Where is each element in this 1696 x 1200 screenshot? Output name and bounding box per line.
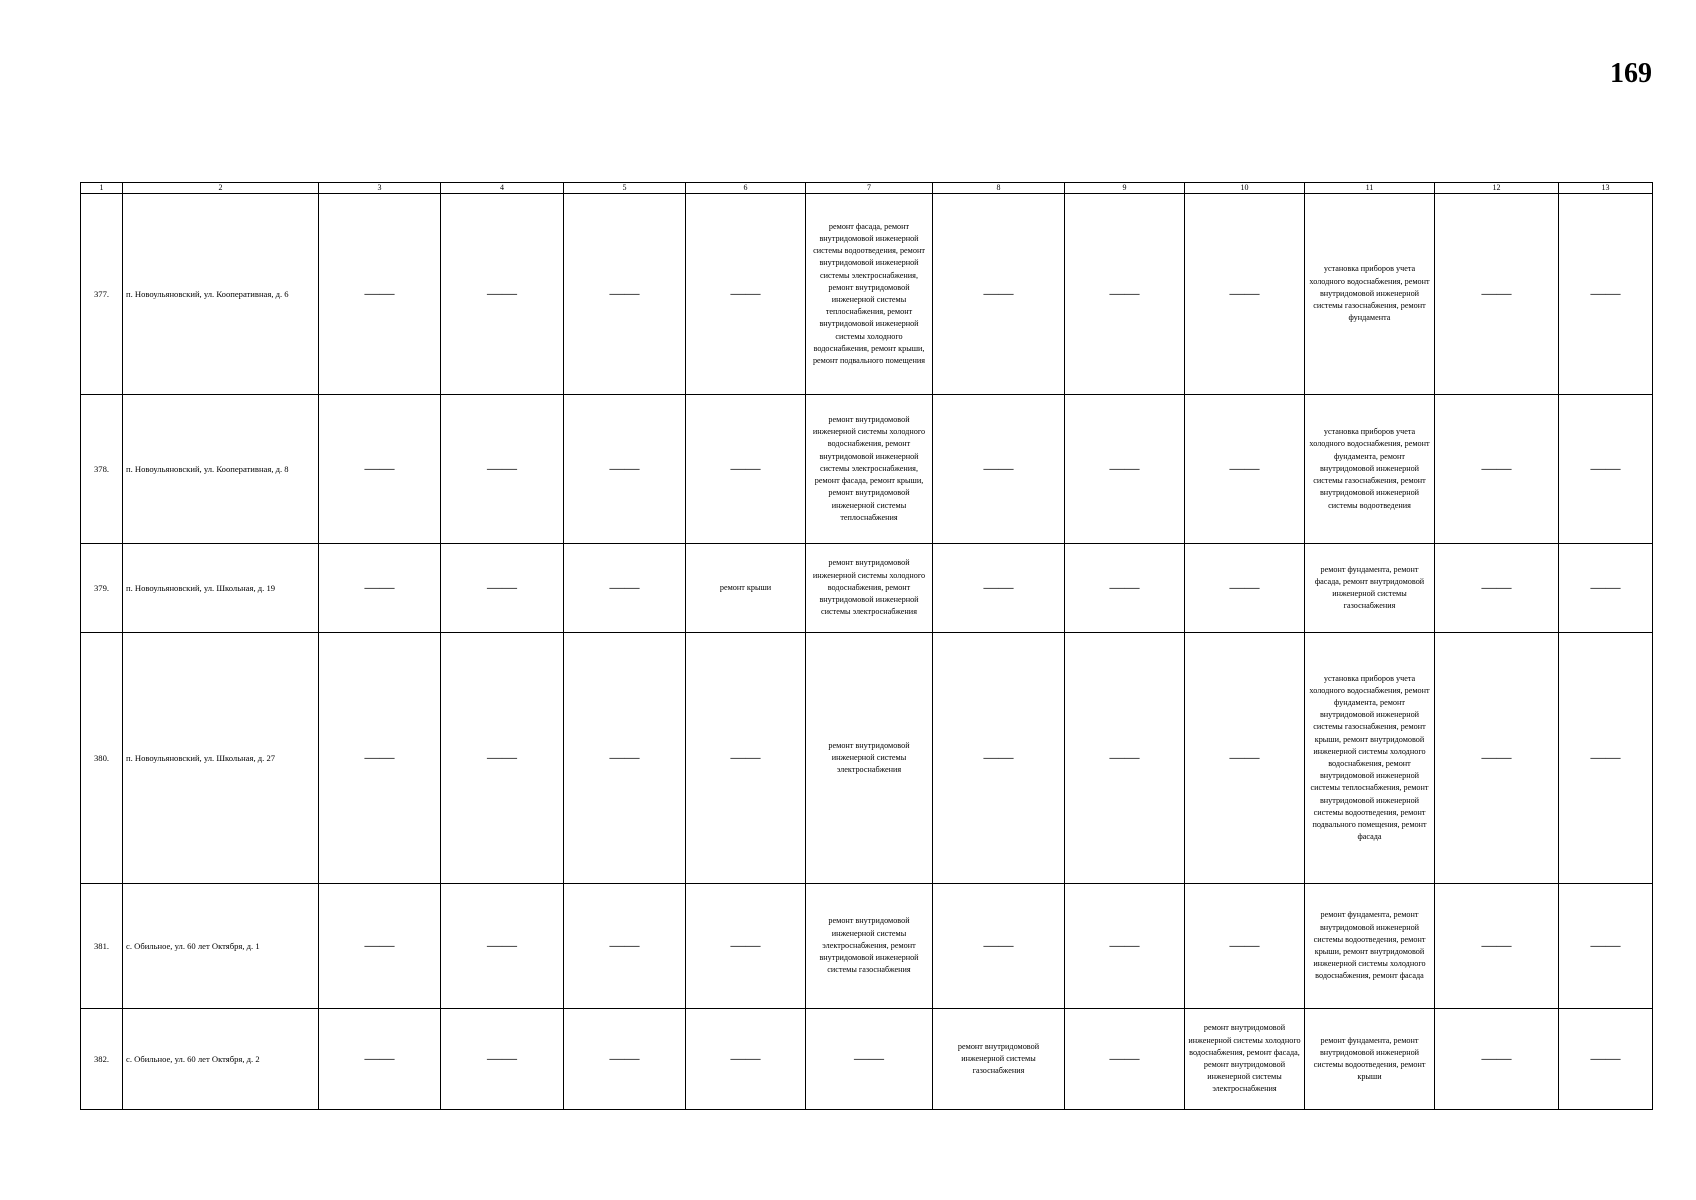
dash-mark: —— <box>609 749 640 766</box>
dash-mark: —— <box>730 749 761 766</box>
dash-mark: —— <box>1109 460 1140 477</box>
works-cell-col7: ремонт внутридомовой инженерной системы электроснабжения <box>806 633 933 884</box>
empty-cell <box>441 194 564 395</box>
empty-cell <box>319 544 441 633</box>
dash-mark: —— <box>487 1050 517 1067</box>
dash-mark: —— <box>1229 937 1260 954</box>
row-number: 378. <box>81 395 123 544</box>
empty-cell <box>1435 395 1559 544</box>
empty-cell <box>1065 633 1185 884</box>
empty-cell <box>686 884 806 1009</box>
works-cell-col11: ремонт фундамента, ремонт фасада, ремонт внутридомовой инженерной системы газоснабжения <box>1305 544 1435 633</box>
empty-cell <box>1065 544 1185 633</box>
column-header: 10 <box>1185 183 1305 194</box>
page-number: 169 <box>1610 58 1652 89</box>
column-header: 2 <box>123 183 319 194</box>
empty-cell <box>1065 1009 1185 1110</box>
column-header: 1 <box>81 183 123 194</box>
dash-mark: —— <box>983 460 1014 477</box>
address-cell: п. Новоульяновский, ул. Школьная, д. 19 <box>123 544 319 633</box>
empty-cell <box>564 395 686 544</box>
works-cell-col11: установка приборов учета холодного водоснабжения, ремонт внутридомовой инженерной системы газоснабжения, ремонт фундамента <box>1305 194 1435 395</box>
empty-cell <box>933 395 1065 544</box>
column-header: 13 <box>1559 183 1653 194</box>
dash-mark: —— <box>1109 937 1140 954</box>
column-header: 3 <box>319 183 441 194</box>
column-header: 7 <box>806 183 933 194</box>
dash-mark: —— <box>1590 460 1621 477</box>
dash-mark: —— <box>1481 1050 1512 1067</box>
empty-cell <box>1559 884 1653 1009</box>
dash-mark: —— <box>730 285 761 302</box>
table-row <box>81 194 1653 395</box>
empty-cell <box>1185 884 1305 1009</box>
empty-cell <box>1435 544 1559 633</box>
dash-mark: —— <box>1590 749 1621 766</box>
works-cell-col7: ремонт внутридомовой инженерной системы электроснабжения, ремонт внутридомовой инженерной системы газоснабжения <box>806 884 933 1009</box>
dash-mark: —— <box>609 937 640 954</box>
empty-cell <box>806 1009 933 1110</box>
dash-mark: —— <box>487 749 517 766</box>
dash-mark: —— <box>1590 579 1621 596</box>
table-row <box>81 1009 1653 1110</box>
dash-mark: —— <box>983 937 1014 954</box>
table-row <box>81 395 1653 544</box>
empty-cell <box>441 544 564 633</box>
empty-cell <box>319 194 441 395</box>
dash-mark: —— <box>364 1050 395 1067</box>
dash-mark: —— <box>609 579 640 596</box>
empty-cell <box>441 395 564 544</box>
dash-mark: —— <box>364 937 395 954</box>
column-header: 4 <box>441 183 564 194</box>
address-cell: с. Обильное, ул. 60 лет Октября, д. 1 <box>123 884 319 1009</box>
dash-mark: —— <box>364 460 395 477</box>
row-number: 377. <box>81 194 123 395</box>
address-cell: п. Новоульяновский, ул. Школьная, д. 27 <box>123 633 319 884</box>
empty-cell <box>441 633 564 884</box>
dash-mark: —— <box>730 460 761 477</box>
dash-mark: —— <box>1229 579 1260 596</box>
repair-schedule-table <box>80 182 1653 1110</box>
empty-cell <box>686 395 806 544</box>
dash-mark: —— <box>1481 285 1512 302</box>
address-cell: п. Новоульяновский, ул. Кооперативная, д. 8 <box>123 395 319 544</box>
empty-cell <box>1065 395 1185 544</box>
empty-cell <box>564 633 686 884</box>
row-number: 381. <box>81 884 123 1009</box>
dash-mark: —— <box>487 460 517 477</box>
works-cell-col7: ремонт внутридомовой инженерной системы холодного водоснабжения, ремонт внутридомовой инженерной системы электроснабжения <box>806 544 933 633</box>
empty-cell <box>1435 1009 1559 1110</box>
address-cell: п. Новоульяновский, ул. Кооперативная, д. 6 <box>123 194 319 395</box>
empty-cell <box>686 194 806 395</box>
dash-mark: —— <box>1590 285 1621 302</box>
table-row <box>81 544 1653 633</box>
empty-cell <box>1435 884 1559 1009</box>
empty-cell <box>686 633 806 884</box>
table-row <box>81 884 1653 1009</box>
empty-cell <box>1559 1009 1653 1110</box>
empty-cell <box>1559 544 1653 633</box>
column-header: 12 <box>1435 183 1559 194</box>
dash-mark: —— <box>854 1050 884 1067</box>
empty-cell <box>564 1009 686 1110</box>
dash-mark: —— <box>1109 285 1140 302</box>
dash-mark: —— <box>609 460 640 477</box>
empty-cell <box>1185 633 1305 884</box>
column-header: 5 <box>564 183 686 194</box>
dash-mark: —— <box>364 579 395 596</box>
empty-cell <box>1435 633 1559 884</box>
works-cell-col7: ремонт внутридомовой инженерной системы холодного водоснабжения, ремонт внутридомовой инженерной системы электроснабжения, ремонт фасада, ремонт крыши, ремонт внутридомовой инженерной системы теплоснабжения <box>806 395 933 544</box>
empty-cell <box>441 1009 564 1110</box>
empty-cell <box>1065 884 1185 1009</box>
empty-cell <box>1559 633 1653 884</box>
dash-mark: —— <box>1481 460 1512 477</box>
empty-cell <box>441 884 564 1009</box>
dash-mark: —— <box>609 285 640 302</box>
dash-mark: —— <box>487 937 517 954</box>
dash-mark: —— <box>487 579 517 596</box>
works-cell-col8: ремонт внутридомовой инженерной системы газоснабжения <box>933 1009 1065 1110</box>
column-number-row <box>81 183 1653 194</box>
dash-mark: —— <box>1590 1050 1621 1067</box>
empty-cell <box>319 884 441 1009</box>
empty-cell <box>319 1009 441 1110</box>
dash-mark: —— <box>1229 460 1260 477</box>
works-cell-col11: установка приборов учета холодного водоснабжения, ремонт фундамента, ремонт внутридомовой инженерной системы газоснабжения, ремонт внутридомовой инженерной системы водоотведения <box>1305 395 1435 544</box>
empty-cell <box>319 395 441 544</box>
dash-mark: —— <box>1481 579 1512 596</box>
dash-mark: —— <box>1481 937 1512 954</box>
empty-cell <box>933 633 1065 884</box>
row-number: 379. <box>81 544 123 633</box>
dash-mark: —— <box>730 1050 761 1067</box>
dash-mark: —— <box>1109 749 1140 766</box>
empty-cell <box>1559 194 1653 395</box>
empty-cell <box>564 194 686 395</box>
works-cell-col11: ремонт фундамента, ремонт внутридомовой инженерной системы водоотведения, ремонт крыши <box>1305 1009 1435 1110</box>
empty-cell <box>564 544 686 633</box>
dash-mark: —— <box>487 285 517 302</box>
dash-mark: —— <box>1590 937 1621 954</box>
address-cell: с. Обильное, ул. 60 лет Октября, д. 2 <box>123 1009 319 1110</box>
column-header: 11 <box>1305 183 1435 194</box>
row-number: 382. <box>81 1009 123 1110</box>
works-cell-col6: ремонт крыши <box>686 544 806 633</box>
dash-mark: —— <box>1229 285 1260 302</box>
dash-mark: —— <box>364 285 395 302</box>
column-header: 8 <box>933 183 1065 194</box>
dash-mark: —— <box>983 749 1014 766</box>
works-cell-col7: ремонт фасада, ремонт внутридомовой инженерной системы водоотведения, ремонт внутридомовой инженерной системы электроснабжения, ремонт внутридомовой инженерной системы теплоснабжения, ремонт внутридомовой инженерной системы холодного водоснабжения, ремонт крыши, ремонт подвального помещения <box>806 194 933 395</box>
empty-cell <box>1185 395 1305 544</box>
row-number: 380. <box>81 633 123 884</box>
dash-mark: —— <box>983 285 1014 302</box>
works-cell-col11: ремонт фундамента, ремонт внутридомовой инженерной системы водоотведения, ремонт крыши, ремонт внутридомовой инженерной системы холодного водоснабжения, ремонт фасада <box>1305 884 1435 1009</box>
dash-mark: —— <box>1229 749 1260 766</box>
empty-cell <box>686 1009 806 1110</box>
empty-cell <box>933 194 1065 395</box>
table-row <box>81 633 1653 884</box>
empty-cell <box>1065 194 1185 395</box>
empty-cell <box>1185 544 1305 633</box>
dash-mark: —— <box>609 1050 640 1067</box>
dash-mark: —— <box>730 937 761 954</box>
empty-cell <box>319 633 441 884</box>
dash-mark: —— <box>1109 579 1140 596</box>
column-header: 6 <box>686 183 806 194</box>
dash-mark: —— <box>1109 1050 1140 1067</box>
dash-mark: —— <box>983 579 1014 596</box>
empty-cell <box>1185 194 1305 395</box>
empty-cell <box>933 884 1065 1009</box>
works-cell-col11: установка приборов учета холодного водоснабжения, ремонт фундамента, ремонт внутридомовой инженерной системы газоснабжения, ремонт крыши, ремонт внутридомовой инженерной системы холодного водоснабжения, ремонт внутридомовой инженерной системы теплоснабжения, ремонт внутридомовой инженерной системы водоотведения, ремонт подвального помещения, ремонт фасада <box>1305 633 1435 884</box>
empty-cell <box>564 884 686 1009</box>
empty-cell <box>1559 395 1653 544</box>
empty-cell <box>933 544 1065 633</box>
dash-mark: —— <box>1481 749 1512 766</box>
column-header: 9 <box>1065 183 1185 194</box>
empty-cell <box>1435 194 1559 395</box>
works-cell-col10: ремонт внутридомовой инженерной системы холодного водоснабжения, ремонт фасада, ремонт внутридомовой инженерной системы электроснабжения <box>1185 1009 1305 1110</box>
dash-mark: —— <box>364 749 395 766</box>
